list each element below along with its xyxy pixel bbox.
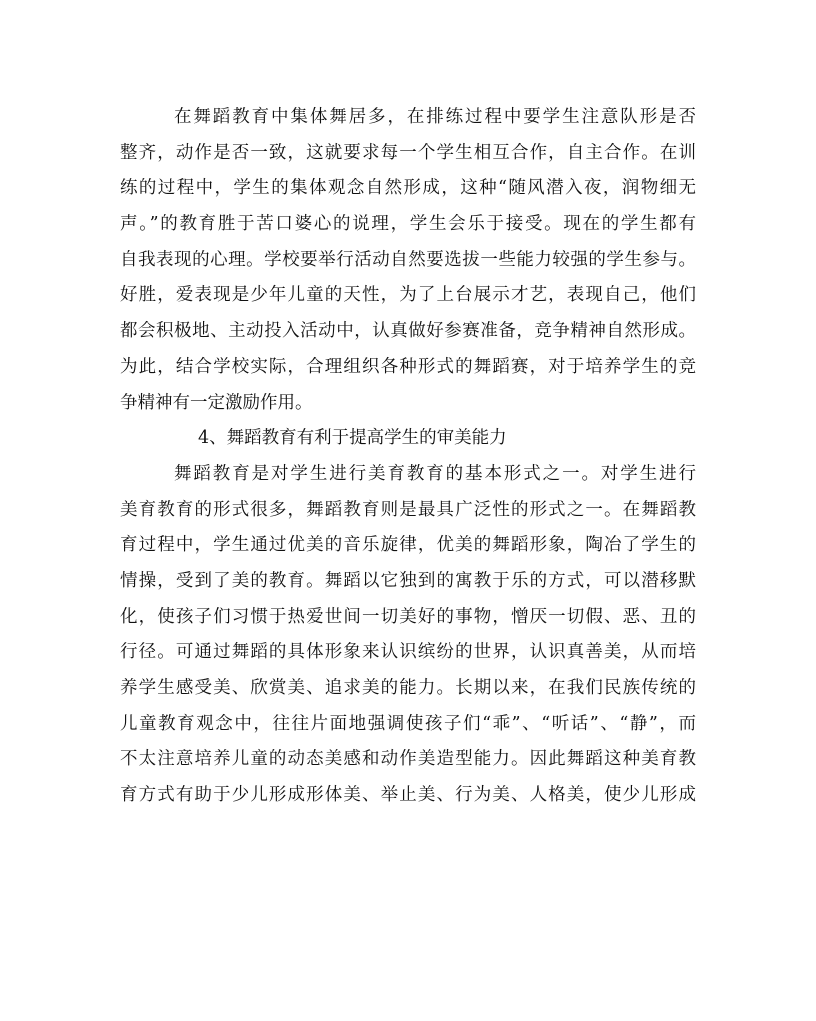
paragraph-line: 声。”的教育胜于苦口婆心的说理，学生会乐于接受。现在的学生都有 — [120, 214, 696, 235]
paragraph-line: 自我表现的心理。学校要举行活动自然要选拔一些能力较强的学生参与。 — [120, 249, 696, 270]
paragraph-line: 都会积极地、主动投入活动中，认真做好参赛准备，竞争精神自然形成。 — [120, 321, 696, 342]
document-body — [120, 100, 696, 814]
paragraph-line: 整齐，动作是否一致，这就要求每一个学生相互合作，自主合作。在训 — [120, 142, 696, 163]
paragraph-line: 争精神有一定激励作用。 — [120, 392, 313, 413]
paragraph-line: 儿童教育观念中，往往片面地强调使孩子们“乖”、“听话”、“静”，而 — [120, 713, 696, 734]
paragraph-line: 好胜，爱表现是少年儿童的天性，为了上台展示才艺，表现自己，他们 — [120, 285, 696, 306]
paragraph-line: 在舞蹈教育中集体舞居多，在排练过程中要学生注意队形是否 — [174, 107, 696, 127]
section-heading: 4、舞蹈教育有利于提高学生的审美能力 — [198, 428, 507, 449]
paragraph-line: 化，使孩子们习惯于热爱世间一切美好的事物，憎厌一切假、恶、丑的 — [120, 606, 696, 627]
paragraph-line: 养学生感受美、欣赏美、追求美的能力。长期以来，在我们民族传统的 — [120, 678, 696, 698]
paragraph-line: 舞蹈教育是对学生进行美育教育的基本形式之一。对学生进行 — [174, 463, 696, 484]
paragraph-line: 育过程中，学生通过优美的音乐旋律，优美的舞蹈形象，陶冶了学生的 — [120, 535, 696, 556]
paragraph-line: 美育教育的形式很多，舞蹈教育则是最具广泛性的形式之一。在舞蹈教 — [120, 499, 696, 520]
paragraph-line: 情操，受到了美的教育。舞蹈以它独到的寓教于乐的方式，可以潜移默 — [120, 570, 696, 591]
paragraph-line: 不太注意培养儿童的动态美感和动作美造型能力。因此舞蹈这种美育教 — [120, 749, 696, 770]
paragraph-line: 为此，结合学校实际，合理组织各种形式的舞蹈赛，对于培养学生的竞 — [120, 356, 696, 377]
paragraph-line: 育方式有助于少儿形成形体美、举止美、行为美、人格美，使少儿形成 — [120, 785, 696, 806]
paragraph-line: 练的过程中，学生的集体观念自然形成，这种“随风潜入夜，润物细无 — [120, 178, 696, 199]
paragraph-line: 行径。可通过舞蹈的具体形象来认识缤纷的世界，认识真善美，从而培 — [120, 642, 696, 663]
